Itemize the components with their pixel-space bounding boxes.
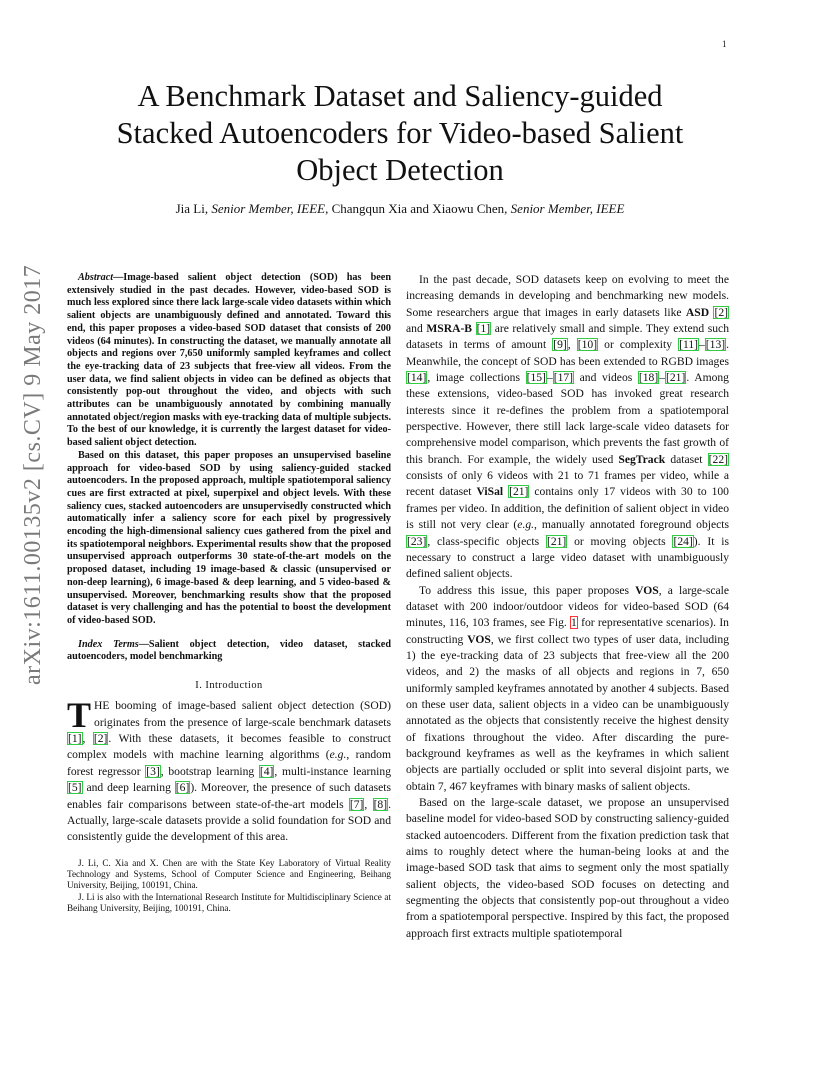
body-text: In the past decade, SOD datasets keep on evolving to meet the increasing demands in developing and benchmarking new models. Some researchers argue that images in early datasets like [406, 273, 729, 319]
body-text: consists of only 6 videos with 21 to 71 frames per video, while a recent dataset [406, 469, 729, 499]
citation-link[interactable]: [8] [373, 797, 388, 811]
citation-link[interactable]: [24] [673, 534, 693, 548]
footnote: J. Li is also with the International Research Institute for Multidisciplinary Science at Beihang University, Beijing, 100191, China. [67, 891, 391, 914]
intro-text: and deep learning [82, 781, 175, 795]
citation-link[interactable]: [17] [553, 371, 574, 385]
dataset-name: MSRA-B [426, 322, 473, 336]
index-terms [67, 639, 391, 664]
body-text: or moving objects [567, 534, 673, 548]
body-text: , class-specific objects [427, 534, 546, 548]
body-text: . Among these extensions, video-based SOD has invoked great research interests since it re-defines the problem from a spatiotemporal perspective. However, there still lack large-scale video datasets for comprehensive model comparison, which prevents the fast growth of this branch. For example, the widely used [406, 371, 729, 466]
intro-text: . Actually, large-scale datasets provide a solid foundation for SOD and consistently guide the development of this area. [67, 797, 391, 844]
intro-paragraph [67, 695, 392, 845]
body-text: , a large-scale dataset with 200 indoor/outdoor videos for video-based SOD (64 minutes, 116, 103 frames, see Fig. [406, 583, 729, 630]
footnotes [67, 858, 391, 915]
body-text: ). It is necessary to construct a large video dataset with unambiguously defined salient objects. [406, 534, 729, 581]
body-paragraph: Based on the large-scale dataset, we propose an unsupervised baseline model for video-based SOD by constructing saliency-guided stacked autoencoders. Different from the fixation prediction task that aims to roughly detect where the human-being looks at and the image-based SOD task that aims to segment only the most spatially salient objects, the video-based SOD focuses on detecting and segmenting the objects that consistently pop-out throughout a video from a spatiotemporal perspective. Inspired by this fact, the proposed approach first extracts multiple spatiotemporal [406, 796, 729, 940]
body-text: , image collections [427, 371, 526, 385]
citation-link[interactable]: [15] [526, 371, 546, 385]
citation-link[interactable]: [11] [679, 338, 698, 352]
figure-link[interactable]: 1 [571, 616, 577, 630]
title-line: Stacked Autoencoders for Video-based Salient [116, 116, 684, 150]
citation-link[interactable]: [13] [705, 338, 726, 352]
citation-link[interactable]: [22] [708, 452, 728, 466]
citation-link[interactable]: [1] [68, 732, 82, 746]
body-text: To address this issue, this paper proposes [419, 583, 636, 597]
dataset-name: VOS [467, 632, 491, 646]
dataset-name: ViSal [476, 485, 504, 499]
intro-text: , multi-instance learning [274, 764, 391, 778]
citation-link[interactable]: [5] [68, 781, 82, 795]
intro-text: , [82, 732, 93, 746]
body-text: for representative scenarios). In constructing [406, 616, 729, 646]
body-text: , manually annotated foreground objects [534, 518, 729, 532]
index-terms-text: —Salient object detection, video dataset, stacked autoencoders, model benchmarking [67, 638, 391, 663]
intro-text: ). Moreover, the presence of such datasets enables fair comparisons between state-of-the-art models [67, 781, 391, 811]
author-names: Jia Li, [175, 201, 212, 216]
body-text: or complexity [598, 338, 679, 352]
body-text: and [406, 322, 427, 336]
dataset-name: VOS [635, 583, 659, 597]
abstract-paragraph-2: Based on this dataset, this paper proposes an unsupervised baseline approach for video-based SOD by using saliency-guided stacked autoencoders. In the proposed approach, multiple spatiotemporal saliency cues are first extracted at pixel, superpixel and object levels. With these saliency cues, stacked autoencoders are unsupervisedly constructed which automatically infer a saliency score for each pixel by progressively encoding the high-dimensional saliency cues gathered from the pixel and its spatiotemporal neighbors. Experimental results show that the proposed unsupervised approach outperforms 30 state-of-the-art models on the proposed dataset, including 19 image-based & classic (unsupervised or non-deep learning), 6 image-based & deep learning, and 5 video-based & unsupervised. Moreover, benchmarking results show that the proposed dataset is very challenging and has the potential to boost the development of video-based SOD. [67, 449, 391, 626]
dataset-name: ASD [685, 305, 710, 319]
citation-link[interactable]: [4] [259, 764, 274, 778]
body-text: and videos [574, 371, 638, 385]
abstract-text: —Image-based salient object detection (SOD) has been extensively studied in the past decades. However, video-based SOD is much less explored since there lack large-scale video datasets within which salient objects are unambiguously defined and annotated. Toward this end, this paper proposes a video-based SOD dataset that consists of 200 videos (64 minutes). In constructing the dataset, we manually annotate all objects and regions over 7,650 uniformly sampled keyframes and collect the eye-tracking data of 23 subjects that free-view all videos. From the user data, we find salient objects in video can be defined as objects that consistently pop-out throughout the video, and objects with such attributes can be unambiguously annotated by combining manually annotated object/region masks with eye-tracking data of multiple subjects. To the best of our knowledge, it is currently the largest dataset for video-based salient object detection. [67, 272, 391, 449]
intro-text: e.g. [329, 748, 347, 762]
body-text: contains only 17 videos with 30 to 100 frames per video. In addition, the definition of salient object in video is still not very clear ( [406, 485, 729, 532]
author-role: Senior Member, IEEE [510, 201, 625, 216]
intro-text: , bootstrap learning [160, 764, 259, 778]
footnote: J. Li, C. Xia and X. Chen are with the State Key Laboratory of Virtual Reality Technology and Systems, School of Computer Science and Engineering, Beihang University, Beijing, 100191, China. [67, 857, 391, 891]
section-heading: I. Introduction [195, 680, 263, 692]
body-paragraph [406, 583, 729, 795]
dropcap: T [67, 695, 92, 736]
citation-link[interactable]: [18] [638, 371, 659, 385]
body-text: are relatively small and simple. They extend such datasets in terms of amount [406, 322, 729, 352]
citation-link[interactable]: [2] [714, 305, 728, 319]
body-text: e.g. [517, 518, 535, 532]
intro-text: , random forest regressor [67, 748, 392, 778]
body-text: , we first collect two types of user data, including 1) the eye-tracking data of 23 subjects that free-view all the 200 videos, and 2) the masks of all objects and regions in 7, 650 uniformly sampled keyframes annotated by another 4 subjects. Based on these user data, salient objects in a video can be unambiguously annotated as the objects that consistently receive the highest density of fixations throughout the video. After discarding the pure-background keyframes as well as the keyframes in which salient objects are partially occluded or split into several disjoint parts, we obtain 7, 467 keyframes with binary masks of salient objects. [406, 632, 729, 793]
body-text: – [698, 338, 705, 352]
citation-link[interactable]: [21] [509, 485, 529, 499]
citation-link[interactable]: [14] [407, 371, 427, 385]
body-text: – [659, 371, 665, 385]
abstract-label: Abstract [78, 272, 114, 283]
abstract-paragraph [67, 272, 391, 450]
author-names: , Changqun Xia and Xiaowu Chen, [325, 201, 511, 216]
citation-link[interactable]: [1] [476, 322, 491, 336]
paper-title [60, 78, 740, 189]
body-text: – [546, 371, 553, 385]
citation-link[interactable]: [21] [546, 534, 567, 548]
citation-link[interactable]: [10] [577, 338, 598, 352]
dataset-name: SegTrack [618, 452, 666, 466]
body-paragraph [406, 272, 729, 583]
citation-link[interactable]: [7] [349, 797, 364, 811]
citation-link[interactable]: [6] [175, 781, 190, 795]
body-text: dataset [665, 452, 708, 466]
intro-text: , [364, 797, 373, 811]
citation-link[interactable]: [2] [93, 732, 108, 746]
citation-link[interactable]: [9] [553, 338, 567, 352]
citation-link[interactable]: [21] [666, 371, 686, 385]
intro-text: HE booming of image-based salient object detection (SOD) originates from the presence of large-scale benchmark datasets [94, 699, 391, 729]
left-column [67, 272, 391, 915]
index-terms-label: Index Terms [78, 638, 139, 650]
right-column [406, 272, 729, 942]
author-line [60, 201, 740, 217]
citation-link[interactable]: [23] [407, 534, 427, 548]
body-text: . Meanwhile, the concept of SOD has been extended to RGBD images [406, 338, 730, 368]
body-text: , [567, 338, 577, 352]
arxiv-stamp: arXiv:1611.00135v2 [cs.CV] 9 May 2017 [20, 264, 46, 685]
title-line: A Benchmark Dataset and Saliency-guided [137, 79, 663, 113]
intro-text: . With these datasets, it becomes feasible to construct complex models with machine learning algorithms ( [67, 732, 391, 762]
citation-link[interactable]: [3] [146, 764, 160, 778]
author-role: Senior Member, IEEE [211, 201, 326, 216]
title-line: Object Detection [296, 153, 504, 187]
page-number: 1 [722, 39, 727, 49]
